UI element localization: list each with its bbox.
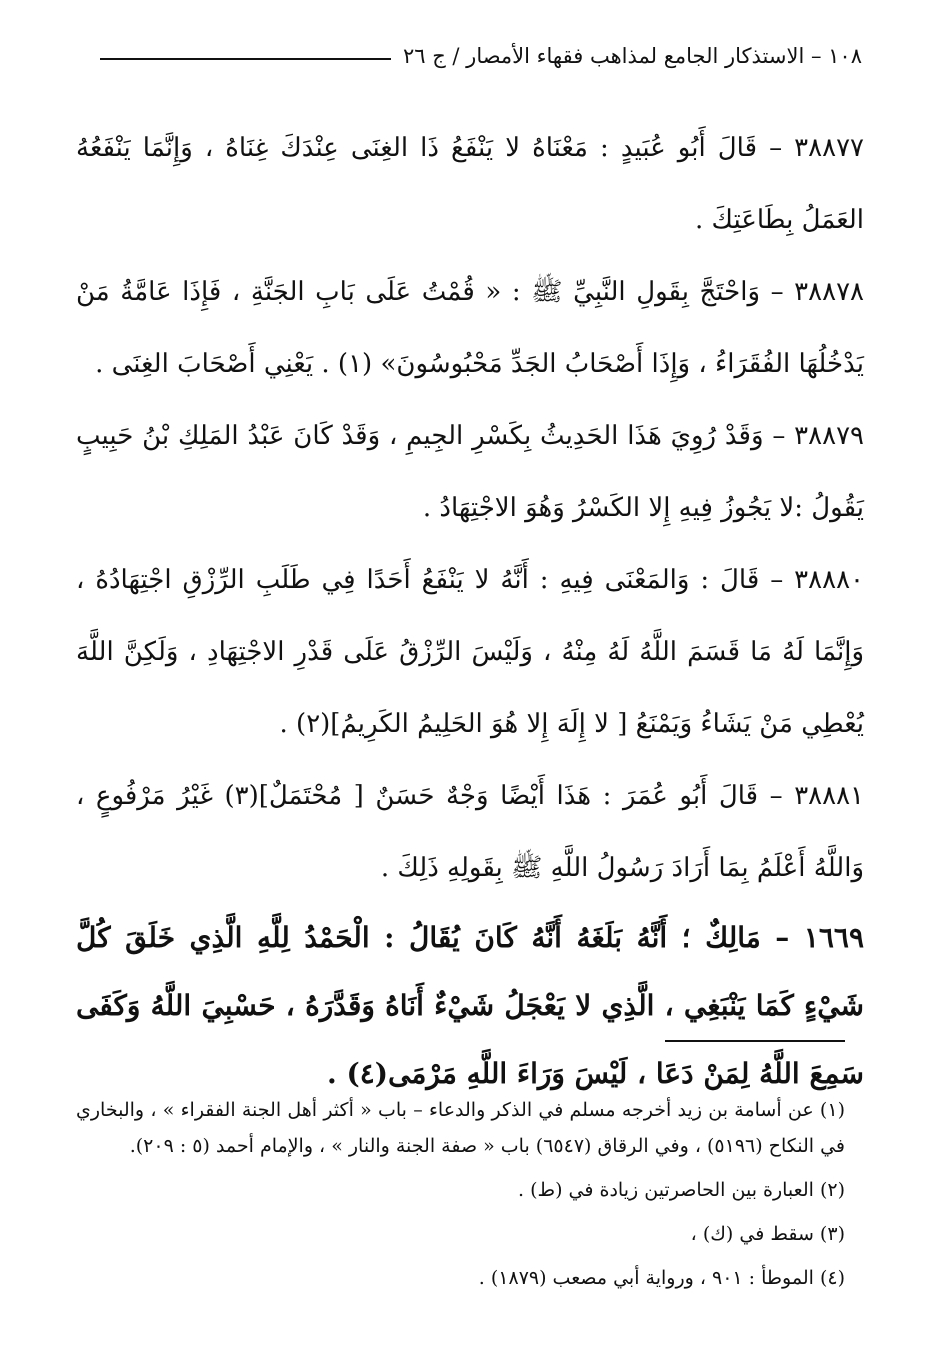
footnote-2: (٢) العبارة بين الحاصرتين زيادة في (ط) . [518,1179,845,1201]
footnote-separator [665,1040,845,1042]
footnote-3: (٣) سقط في (ك) ، [690,1223,845,1245]
paragraph-38878 [76,256,864,400]
paragraph-text: – قَالَ أَبُو عُمَرَ : هَذَا أَيْضًا وَجْهٌ حَسَنٌ [ مُحْتَمَلٌ](٣) غَيْرُ مَرْفُوعٍ ، وَاللَّهُ أَعْلَمُ بِمَا أَرَادَ رَسُولُ اللَّهِ ﷺ بِقَولِهِ ذَلِكَ . [76,781,864,883]
paragraph-number: ٣٨٨٨١ [794,781,865,811]
paragraph-38880 [76,544,864,760]
paragraph-text: – مَالِكٌ ؛ أَنَّهُ بَلَغَهُ أَنَّهُ كَانَ يُقَالُ : الْحَمْدُ لِلَّهِ الَّذِي خَلَقَ كُلَّ شَيْءٍ كَمَا يَنْبَغِي ، الَّذِي لا يَعْجَلُ شَيْءٌ أَنَاهُ وَقَدَّرَهُ ، حَسْبِيَ اللَّهُ وَكَفَى سَمِعَ اللَّهُ لِمَنْ دَعَا ، لَيْسَ وَرَاءَ اللَّهِ مَرْمَى(٤) . [76,921,865,1090]
hadith-number: ١٦٦٩ [803,921,864,954]
paragraph-38877 [76,112,864,256]
paragraph-number: ٣٨٨٨٠ [794,565,864,595]
paragraph-38881 [76,760,864,904]
footnote-1: (١) عن أسامة بن زيد أخرجه مسلم في الذكر والدعاء – باب « أكثر أهل الجنة الفقراء » ، والبخاري في النكاح (٥١٩٦) ، وفي الرقاق (٦٥٤٧) باب « صفة الجنة والنار » ، والإمام أحمد (٥ : ٢٠٩). [76,1099,845,1157]
header-title: ١٠٨ – الاستذكار الجامع لمذاهب فقهاء الأمصار / ج ٢٦ [402,44,862,68]
paragraph-text: – قَالَ : وَالمَعْنَى فِيهِ : أَنَّهُ لا يَنْفَعُ أَحَدًا فِي طَلَبِ الرِّزْقِ اجْتِهَادُهُ ، وَإِنَّمَا لَهُ مَا قَسَمَ اللَّهُ لَهُ مِنْهُ ، وَلَيْسَ الرِّزْقُ عَلَى قَدْرِ الاجْتِهَادِ ، وَلَكِنَّ اللَّهَ يُعْطِي مَنْ يَشَاءُ وَيَمْنَعُ [ لا إِلَهَ إِلا هُوَ الحَلِيمُ الكَرِيمُ](٢) . [76,565,864,739]
main-text [76,112,864,1108]
paragraph-number: ٣٨٨٧٩ [794,421,864,451]
paragraph-text: – قَالَ أَبُو عُبَيدٍ : مَعْنَاهُ لا يَنْفَعُ ذَا الغِنَى عِنْدَكَ غِنَاهُ ، وَإِنَّمَا يَنْفَعُهُ العَمَلُ بِطَاعَتِكَ . [76,133,864,235]
footnotes [76,1092,845,1304]
paragraph-38879 [76,400,864,544]
footnote-4: (٤) الموطأ : ٩٠١ ، ورواية أبي مصعب (١٨٧٩) . [478,1267,845,1289]
header-rule [100,58,391,60]
paragraph-1669 [76,904,864,1108]
paragraph-text: – وَقَدْ رُوِيَ هَذَا الحَدِيثُ بِكَسْرِ الجِيمِ ، وَقَدْ كَانَ عَبْدُ المَلِكِ بْنُ حَبِيبٍ يَقُولُ :لا يَجُوزُ فِيهِ إِلا الكَسْرُ وَهُوَ الاجْتِهَادُ . [76,421,864,523]
running-header [100,38,862,74]
paragraph-text: – وَاحْتَجَّ بِقَولِ النَّبِيِّ ﷺ : « قُمْتُ عَلَى بَابِ الجَنَّةِ ، فَإِذَا عَامَّةُ مَنْ يَدْخُلُهَا الفُقَرَاءُ ، وَإِذَا أَصْحَابُ الجَدِّ مَحْبُوسُونَ» (١) . يَعْنِي أَصْحَابَ الغِنَى . [76,277,864,379]
paragraph-number: ٣٨٨٧٨ [794,277,864,307]
paragraph-number: ٣٨٨٧٧ [794,133,864,163]
